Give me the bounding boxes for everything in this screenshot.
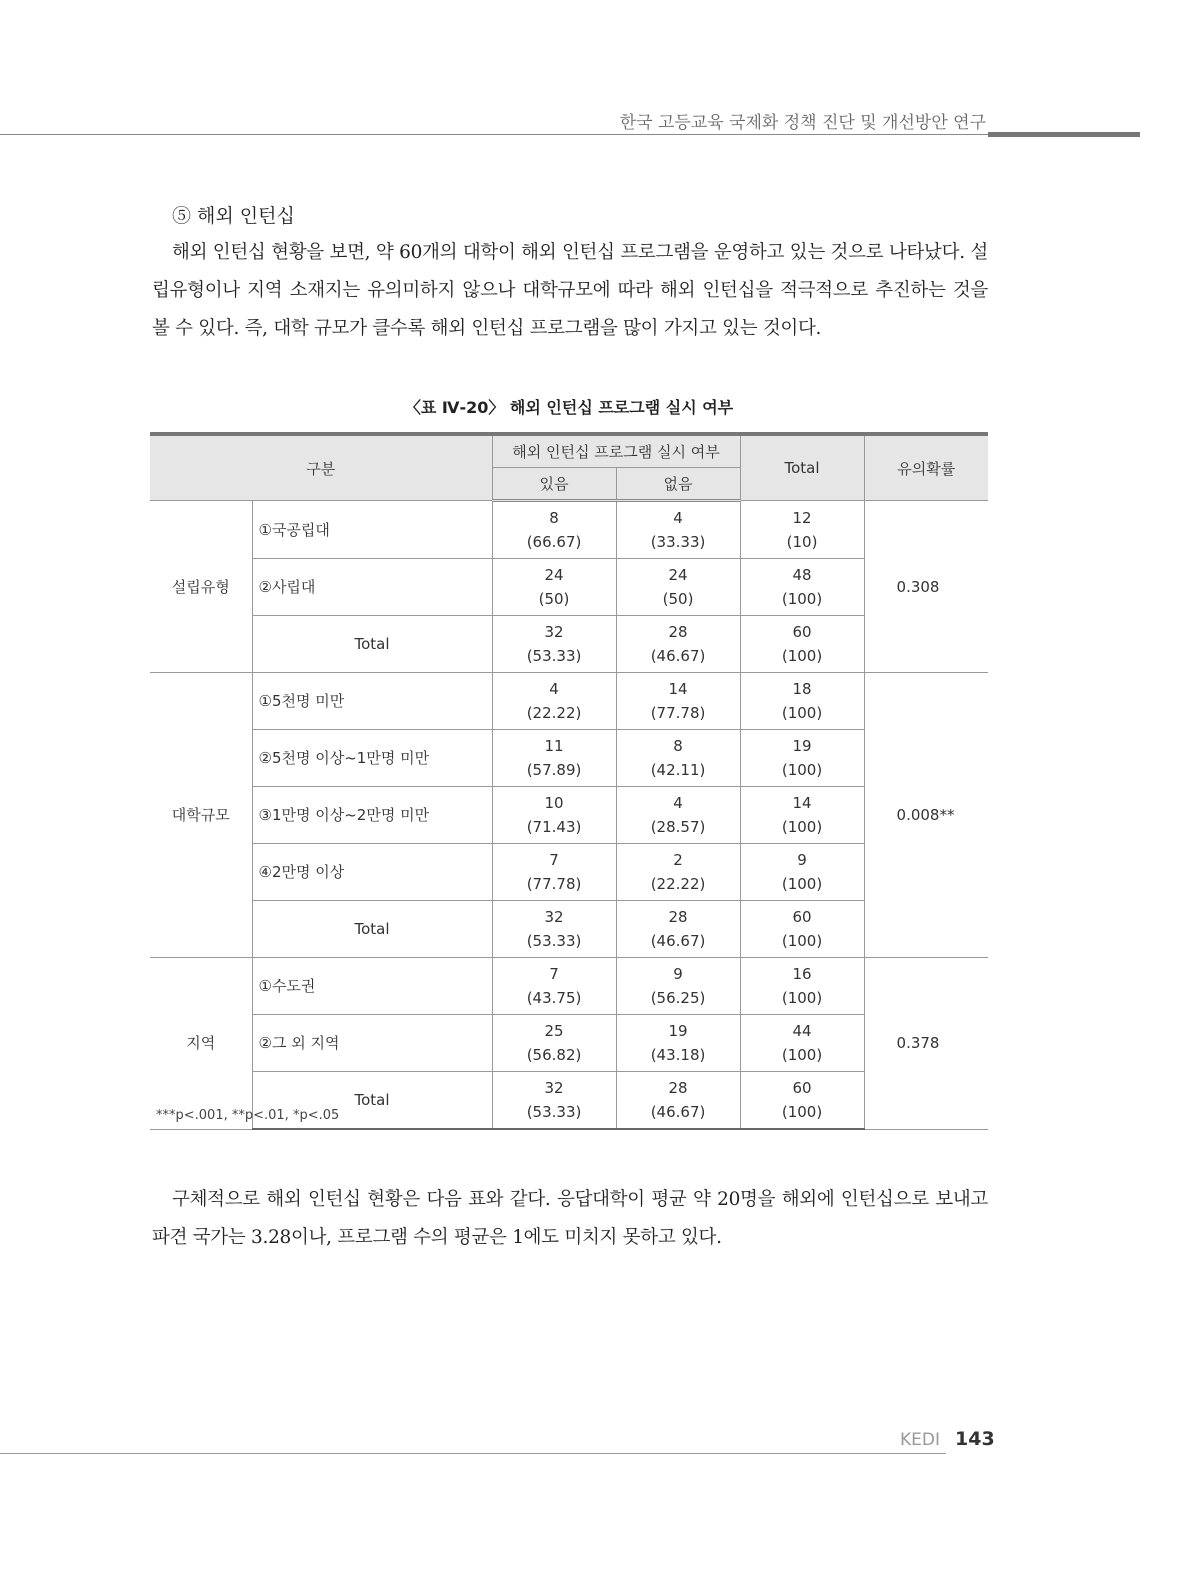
cell-total <box>740 673 864 730</box>
cell-total-percent: (100) <box>781 704 823 722</box>
cell-no-percent: (56.25) <box>650 989 706 1007</box>
p-value: 0.378 <box>864 958 988 1130</box>
cell-yes-count: 7 <box>549 965 559 983</box>
cell-total-percent: (100) <box>781 647 823 665</box>
table-row <box>150 901 988 958</box>
cell-yes-percent: (57.89) <box>526 761 582 779</box>
cell-yes <box>492 1015 616 1072</box>
table-row <box>150 787 988 844</box>
page-number: 143 <box>955 1428 995 1450</box>
cell-total-count: 60 <box>792 908 812 926</box>
cell-yes-percent: (53.33) <box>526 1103 582 1121</box>
cell-yes-percent: (43.75) <box>526 989 582 1007</box>
table-row <box>150 730 988 787</box>
cell-yes <box>492 844 616 901</box>
significance-note: ***p<.001, **p<.01, *p<.05 <box>156 1108 340 1123</box>
cell-no-count: 24 <box>668 566 688 584</box>
header-yes: 있음 <box>492 468 616 501</box>
cell-yes-count: 4 <box>549 680 559 698</box>
cell-no-count: 4 <box>673 509 683 527</box>
cell-no-count: 28 <box>668 623 688 641</box>
cell-no-count: 8 <box>673 737 683 755</box>
cell-total-count: 12 <box>792 508 812 527</box>
cell-no <box>616 559 740 616</box>
cell-no-count: 9 <box>673 965 683 983</box>
cell-total <box>740 1015 864 1072</box>
row-label: ③1만명 이상~2만명 미만 <box>252 787 492 844</box>
cell-no-percent: (28.57) <box>650 818 706 836</box>
cell-no <box>616 1072 740 1130</box>
cell-total <box>740 730 864 787</box>
table-row <box>150 501 988 559</box>
table-row <box>150 616 988 673</box>
cell-no <box>616 730 740 787</box>
p-value: 0.308 <box>864 501 988 673</box>
cell-no <box>616 673 740 730</box>
row-label: Total <box>252 901 492 958</box>
cell-yes-count: 32 <box>544 1079 564 1097</box>
cell-total-percent: (100) <box>781 1046 823 1064</box>
cell-total-percent: (100) <box>781 590 823 608</box>
header-group: 해외 인턴십 프로그램 실시 여부 <box>492 434 740 468</box>
cell-no <box>616 787 740 844</box>
cell-yes-count: 8 <box>549 509 559 527</box>
cell-total-percent: (100) <box>781 761 823 779</box>
cell-yes-percent: (66.67) <box>526 533 582 551</box>
cell-no-percent: (46.67) <box>650 1103 706 1121</box>
cell-yes-count: 32 <box>544 908 564 926</box>
cell-no-percent: (43.18) <box>650 1046 706 1064</box>
cell-yes <box>492 958 616 1015</box>
header-bar <box>988 132 1140 137</box>
cell-total-percent: (100) <box>781 875 823 893</box>
row-label: ②그 외 지역 <box>252 1015 492 1072</box>
internship-table <box>150 432 988 1130</box>
cell-no-count: 4 <box>673 794 683 812</box>
footer-rule <box>0 1453 946 1454</box>
table-row <box>150 559 988 616</box>
cell-no-count: 28 <box>668 1079 688 1097</box>
cell-yes-percent: (53.33) <box>526 647 582 665</box>
cell-total-count: 19 <box>792 737 812 755</box>
cell-no-count: 28 <box>668 908 688 926</box>
cell-no-percent: (46.67) <box>650 647 706 665</box>
cell-yes <box>492 1072 616 1130</box>
cell-total <box>740 616 864 673</box>
cell-no <box>616 844 740 901</box>
cell-yes-percent: (53.33) <box>526 932 582 950</box>
cell-no-percent: (77.78) <box>650 704 706 722</box>
cell-total-count: 9 <box>797 851 807 869</box>
cell-no-percent: (33.33) <box>650 533 706 551</box>
cell-total-percent: (10) <box>786 532 818 551</box>
cell-yes <box>492 673 616 730</box>
cell-yes <box>492 501 616 559</box>
header-rule <box>0 134 988 135</box>
cell-no-percent: (22.22) <box>650 875 706 893</box>
cell-no-percent: (42.11) <box>650 761 706 779</box>
row-label: Total <box>252 1072 492 1130</box>
cell-yes <box>492 901 616 958</box>
cell-no-count: 14 <box>668 680 688 698</box>
cell-yes <box>492 730 616 787</box>
table-row <box>150 844 988 901</box>
cell-yes-count: 11 <box>544 737 564 755</box>
cell-total-count: 60 <box>792 623 812 641</box>
paragraph-1: 해외 인턴십 현황을 보면, 약 60개의 대학이 해외 인턴십 프로그램을 운영하고 있는 것으로 나타났다. 설립유형이나 지역 소재지는 유의미하지 않으나 대학규모에 따라 해외 인턴십을 적극적으로 추진하는 것을 볼 수 있다. 즉, 대학 규모가 클수록 해외 인턴십 프로그램을 많이 가지고 있는 것이다. <box>152 242 988 339</box>
header-category: 구분 <box>150 434 492 501</box>
cell-total-count: 44 <box>792 1022 812 1040</box>
cell-yes-count: 32 <box>544 623 564 641</box>
cell-yes-percent: (50) <box>538 590 570 608</box>
cell-no-count: 19 <box>668 1022 688 1040</box>
cell-yes <box>492 559 616 616</box>
cell-no <box>616 901 740 958</box>
group-name: 지역 <box>150 958 252 1130</box>
cell-total-count: 48 <box>792 566 812 584</box>
cell-yes-percent: (22.22) <box>526 704 582 722</box>
cell-yes-percent: (56.82) <box>526 1046 582 1064</box>
cell-total-count: 60 <box>792 1079 812 1097</box>
cell-no-percent: (50) <box>662 590 694 608</box>
cell-total <box>740 901 864 958</box>
row-label: ①수도권 <box>252 958 492 1015</box>
cell-no <box>616 616 740 673</box>
paragraph-2: 구체적으로 해외 인턴십 현황은 다음 표와 같다. 응답대학이 평균 약 20명을 해외에 인턴십으로 보내고 파견 국가는 3.28이나, 프로그램 수의 평균은 1에도 미치지 못하고 있다. <box>152 1189 988 1248</box>
footer-brand: KEDI <box>900 1430 940 1450</box>
row-label: ④2만명 이상 <box>252 844 492 901</box>
cell-yes-count: 10 <box>544 794 564 812</box>
cell-yes <box>492 787 616 844</box>
header-p: 유의확률 <box>864 434 988 501</box>
cell-total-count: 14 <box>792 794 812 812</box>
row-label: ②사립대 <box>252 559 492 616</box>
table-row <box>150 673 988 730</box>
cell-total-count: 18 <box>792 680 812 698</box>
running-header: 한국 고등교육 국제화 정책 진단 및 개선방안 연구 <box>619 113 986 133</box>
row-label: ①국공립대 <box>252 501 492 559</box>
cell-yes-percent: (77.78) <box>526 875 582 893</box>
cell-total-percent: (100) <box>781 818 823 836</box>
table-row <box>150 1015 988 1072</box>
section-title: ⑤ 해외 인턴십 <box>172 205 295 227</box>
cell-yes-percent: (71.43) <box>526 818 582 836</box>
cell-no-count: 2 <box>673 851 683 869</box>
cell-total <box>740 844 864 901</box>
cell-yes-count: 24 <box>544 566 564 584</box>
group-name: 설립유형 <box>150 501 252 673</box>
cell-no-percent: (46.67) <box>650 932 706 950</box>
cell-no <box>616 501 740 559</box>
cell-total <box>740 787 864 844</box>
cell-yes-count: 25 <box>544 1022 564 1040</box>
header-no: 없음 <box>616 468 740 501</box>
cell-total <box>740 559 864 616</box>
table-row <box>150 958 988 1015</box>
p-value: 0.008** <box>864 673 988 958</box>
row-label: ②5천명 이상~1만명 미만 <box>252 730 492 787</box>
cell-total-percent: (100) <box>781 932 823 950</box>
table-caption: 〈표 Ⅳ-20〉 해외 인턴십 프로그램 실시 여부 <box>404 398 734 417</box>
cell-yes <box>492 616 616 673</box>
header-total: Total <box>740 434 864 501</box>
cell-no <box>616 958 740 1015</box>
cell-total-percent: (100) <box>781 1103 823 1121</box>
cell-no <box>616 1015 740 1072</box>
cell-total <box>740 958 864 1015</box>
row-label: Total <box>252 616 492 673</box>
row-label: ①5천명 미만 <box>252 673 492 730</box>
cell-yes-count: 7 <box>549 851 559 869</box>
cell-total-count: 16 <box>792 965 812 983</box>
cell-total <box>740 501 864 559</box>
cell-total-percent: (100) <box>781 989 823 1007</box>
cell-total <box>740 1072 864 1130</box>
group-name: 대학규모 <box>150 673 252 958</box>
